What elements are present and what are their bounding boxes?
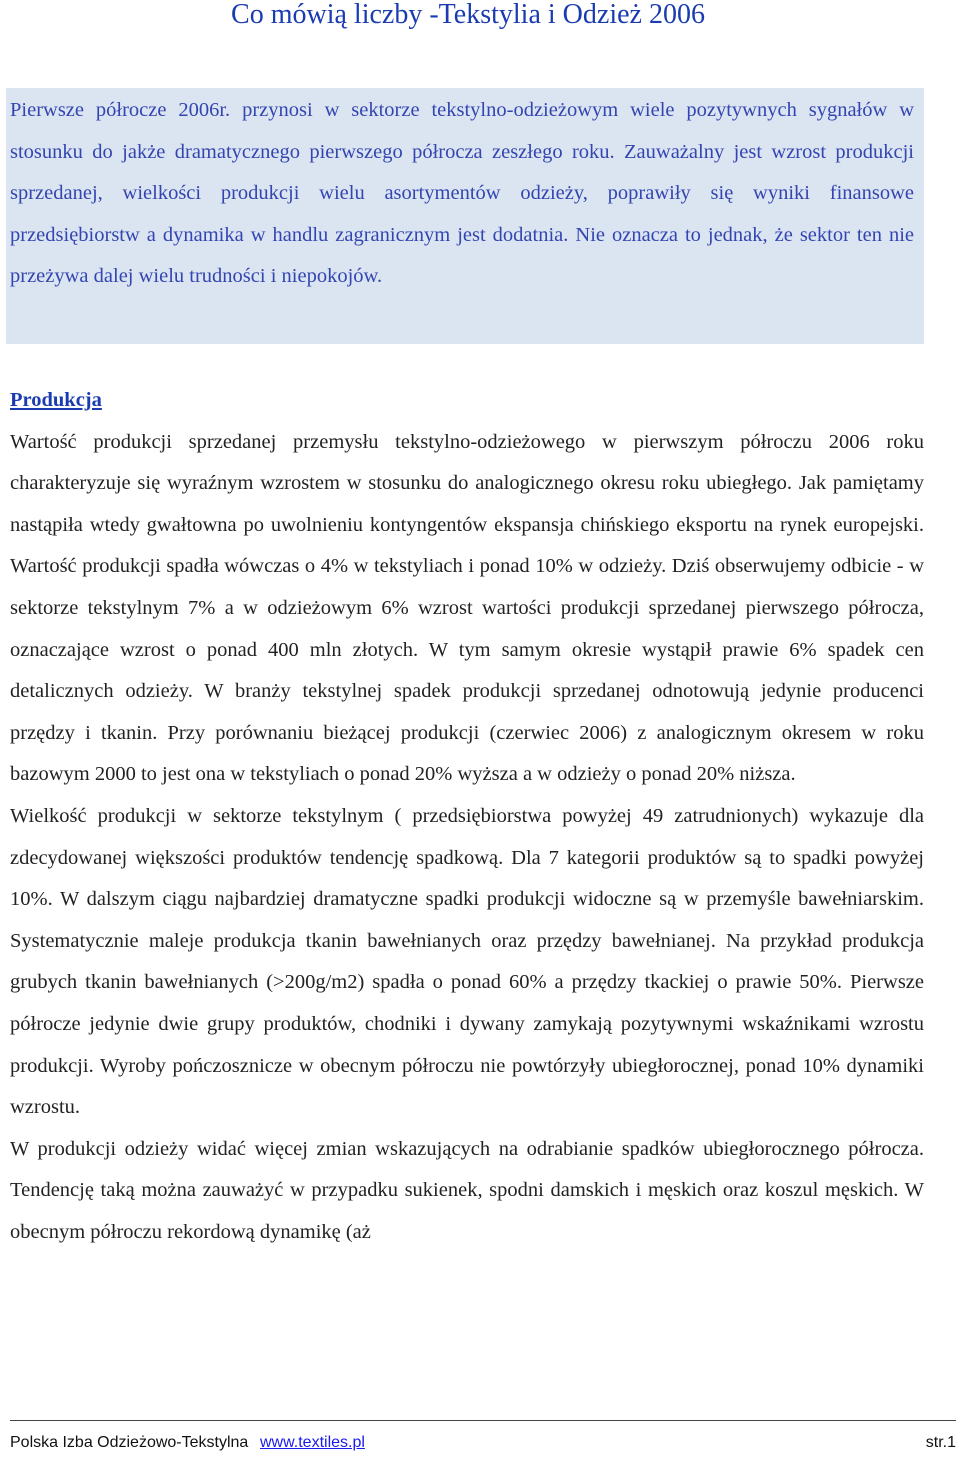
intro-summary: Pierwsze półrocze 2006r. przynosi w sektorze tekstylno-odzieżowym wiele pozytywnych sygnałów w stosunku do jakże dramatycznego pierwszego półrocza zeszłego roku. Zauważalny jest wzrost produkcji sprzedanej, wielkości produkcji wielu asortymentów odzieży, poprawiły się wyniki finansowe przedsiębiorstw a dynamika w handlu zagranicznym jest dodatnia. Nie oznacza to jednak, że sektor ten nie przeżywa dalej wielu trudności i niepokojów. (6, 88, 924, 344)
paragraph-textile-volume: Wielkość produkcji w sektorze tekstylnym ( przedsiębiorstwa powyżej 49 zatrudnionych) wykazuje dla zdecydowanej większości produktów tendencję spadkową. Dla 7 kategorii produktów są to spadki powyżej 10%. W dalszym ciągu najbardziej dramatyczne spadki produkcji widoczne są w przemyśle bawełniarskim. Systematycznie maleje produkcja tkanin bawełnianych oraz przędzy bawełnianej. Na przykład produkcja grubych tkanin bawełnianych (>200g/m2) spadła o ponad 60% a przędzy tkackiej o prawie 50%. Pierwsze półrocze jedynie dwie grupy produktów, chodniki i dywany zamykają pozytywnymi wskaźnikami wzrostu produkcji. Wyroby pończosznicze w obecnym półroczu nie powtórzyły ubiegłorocznej, ponad 10% dynamiki wzrostu. (10, 804, 924, 1119)
paragraph-clothing-production: W produkcji odzieży widać więcej zmian wskazujących na odrabianie spadków ubiegłorocznego półrocza. Tendencję taką można zauważyć w przypadku sukienek, spodni damskich i męskich oraz koszul męskich. W obecnym półroczu rekordową dynamikę (aż (10, 1137, 924, 1243)
paragraph-production-value: Wartość produkcji sprzedanej przemysłu tekstylno-odzieżowego w pierwszym półroczu 2006 roku charakteryzuje się wyraźnym wzrostem w stosunku do analogicznego okresu roku ubiegłego. Jak pamiętamy nastąpiła wtedy gwałtowna po uwolnieniu kontyngentów ekspansja chińskiego eksportu na rynek europejski. Wartość produkcji spadła wówczas o 4% w tekstyliach i ponad 10% w odzieży. Dziś obserwujemy odbicie - w sektorze tekstylnym 7% a w odzieżowym 6% wzrost wartości produkcji sprzedanej pierwszego półrocza, oznaczające wzrost o ponad 400 mln złotych. W tym samym okresie wystąpił prawie 6% spadek cen detalicznych odzieży. W branży tekstylnej spadek produkcji sprzedanej odnotowują jedynie producenci przędzy i tkanin. Przy porównaniu bieżącej produkcji (czerwiec 2006) z analogicznym okresem w roku bazowym 2000 to jest ona w tekstyliach o ponad 20% wyższa a w odzieży o ponad 20% niższa. (10, 430, 924, 786)
footer-page-number: str.1 (925, 1434, 956, 1451)
document-body (10, 380, 924, 1253)
footer-organization: Polska Izba Odzieżowo-Tekstylna (10, 1434, 249, 1451)
page-footer (10, 1420, 956, 1452)
footer-website-link[interactable]: www.textiles.pl (260, 1434, 365, 1451)
section-heading-produkcja: Produkcja (10, 389, 102, 411)
page-title: Co mówią liczby -Tekstylia i Odzież 2006 (231, 0, 705, 30)
